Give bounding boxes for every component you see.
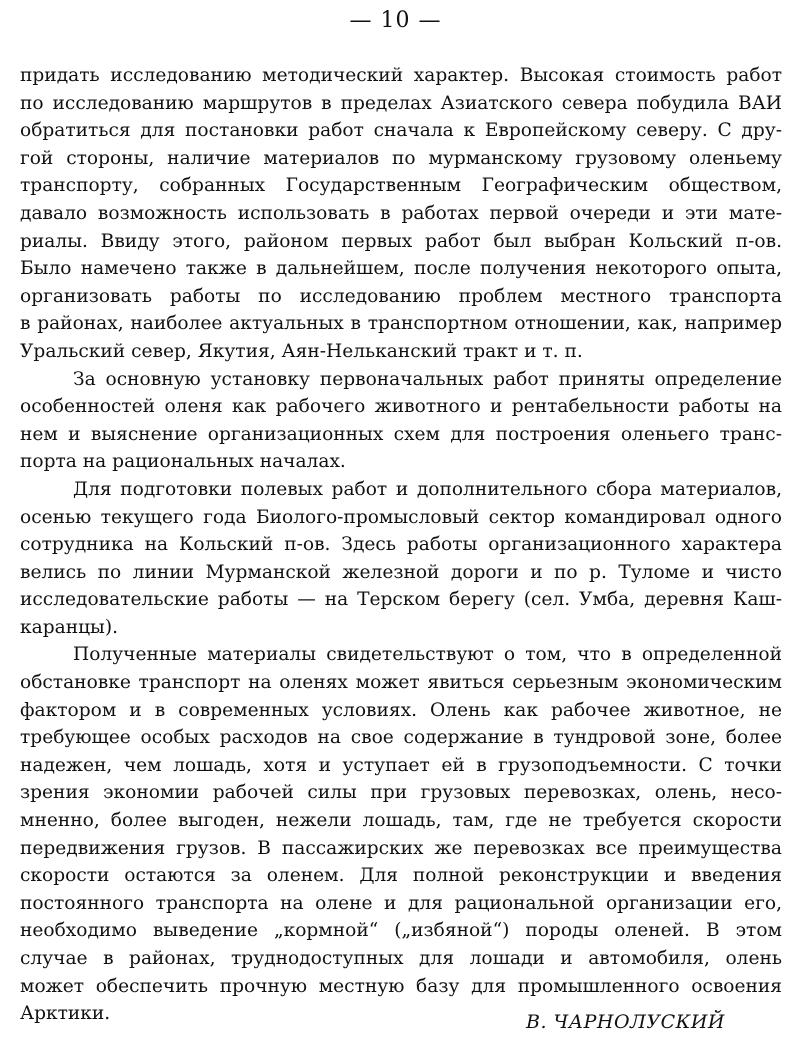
text-line: порта на рациональных началах. (20, 451, 346, 473)
paragraph (20, 366, 782, 476)
text-body (20, 62, 782, 1028)
text-line: давало возможность использовать в работах первой очереди и эти мате- (20, 202, 782, 224)
text-line: фактором и в современных условиях. Олень как рабочее животное, не (20, 699, 782, 721)
text-line: может обеспечить прочную местную базу для промышленного освоения (20, 975, 782, 997)
text-line: велись по линии Мурманской железной дороги и по р. Туломе и чисто (20, 561, 782, 583)
text-line: особенностей оленя как рабочего животного и рентабельности работы на (20, 396, 782, 418)
text-line: транспорту, собранных Государственным Географическим обществом, (20, 175, 782, 197)
text-line: гой стороны, наличие материалов по мурманскому грузовому оленьему (20, 147, 782, 169)
author-signature: В. ЧАРНОЛУСКИЙ (525, 1011, 725, 1033)
text-line: Уральский север, Якутия, Аян-Нельканский тракт и т. п. (20, 340, 583, 362)
text-line: зрения экономии рабочей силы при грузовых перевозках, олень, несо- (20, 782, 782, 804)
text-line: требующее особых расходов на свое содержание в тундровой зоне, более (20, 727, 782, 749)
text-line: Для подготовки полевых работ и дополнительного сбора материалов, (73, 478, 782, 500)
text-line: исследовательские работы — на Терском берегу (сел. Умба, деревня Каш- (20, 589, 782, 611)
text-line: организовать работы по исследованию проблем местного транспорта (20, 285, 782, 307)
text-line: придать исследованию методический характер. Высокая стоимость работ (20, 65, 782, 86)
text-line: необходимо выведение „кормной“ („избяной“) породы оленей. В этом (20, 920, 782, 942)
text-line: постоянного транспорта на олене и для рациональной организации его, (20, 892, 782, 914)
page-number: — 10 — (349, 8, 442, 33)
text-line: Полученные материалы свидетельствуют о том, что в определенной (73, 644, 782, 666)
paragraph (20, 476, 782, 642)
text-line: передвижения грузов. В пассажирских же перевозках все преимущества (20, 837, 782, 859)
text-line: За основную установку первоначальных работ приняты определение (73, 368, 782, 390)
text-line: обратиться для постановки работ сначала к Европейскому северу. С дру- (20, 120, 782, 142)
text-line: Арктики. (20, 1003, 111, 1025)
text-line: по исследованию маршрутов в пределах Азиатского севера побудила ВАИ (20, 92, 782, 114)
text-line: случае в районах, труднодоступных для лошади и автомобиля, олень (20, 948, 782, 969)
text-line: скорости остаются за оленем. Для полной реконструкции и введения (20, 865, 782, 887)
text-line: каранцы). (20, 616, 119, 638)
paragraph (20, 62, 782, 366)
text-line: нем и выяснение организационных схем для построения оленьего транс- (20, 423, 782, 445)
text-line: мненно, более выгоден, нежели лошадь, там, где не требуется скорости (20, 810, 782, 832)
text-line: надежен, чем лошадь, хотя и уступает ей в грузоподъемности. С точки (20, 754, 782, 776)
text-line: сотрудника на Кольский п-ов. Здесь работы организационного характера (20, 534, 782, 556)
text-line: Было намечено также в дальнейшем, после получения некоторого опыта, (20, 258, 782, 280)
text-line: риалы. Ввиду этого, районом первых работ был выбран Кольский п-ов. (20, 230, 782, 252)
paragraph (20, 641, 782, 1027)
text-line: обстановке транспорт на оленях может явиться серьезным экономическим (20, 672, 782, 694)
text-line: осенью текущего года Биолого-промысловый сектор командировал одного (20, 506, 782, 528)
text-line: в районах, наиболее актуальных в транспортном отношении, как, например (20, 313, 782, 335)
